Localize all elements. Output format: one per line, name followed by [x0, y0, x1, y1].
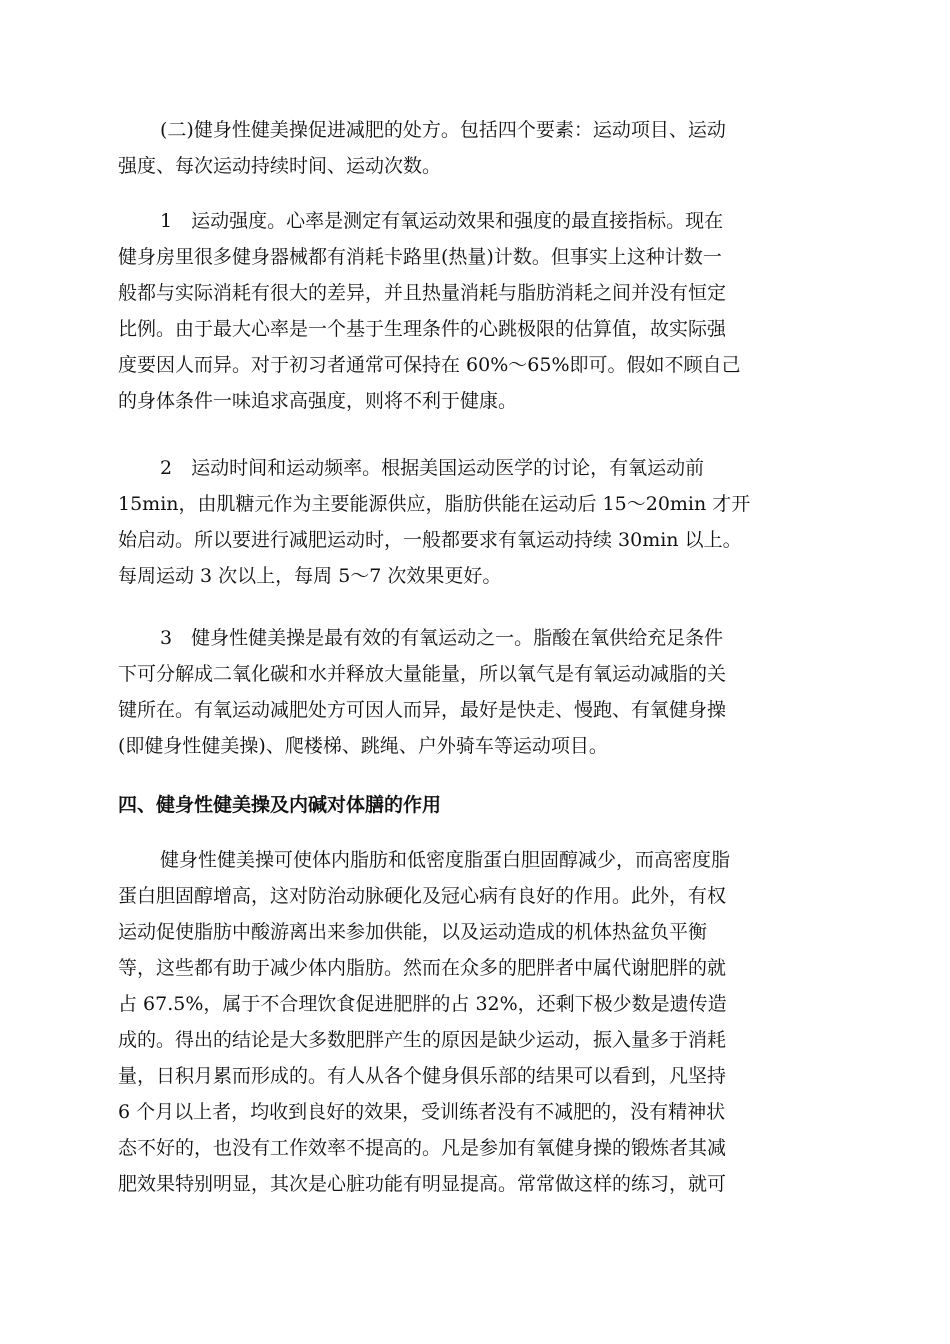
- paragraph-exercise-intensity: [118, 203, 838, 419]
- text-line: 肥效果特别明显，其次是心脏功能有明显提高。常常做这样的练习，就可: [118, 1173, 727, 1195]
- paragraph-section-body: [118, 842, 838, 1202]
- paragraph-prescription: [118, 112, 838, 184]
- section-heading: [118, 787, 838, 823]
- text-line: 度要因人而异。对于初习者通常可保持在 60%～65%即可。假如不顾自己: [118, 354, 741, 376]
- text-line: 运动促使脂肪中酸游离出来参加供能，以及运动造成的机体热盆负平衡: [118, 921, 708, 943]
- paragraph-exercise-time: [118, 450, 838, 594]
- text-line: 6 个月以上者，均收到良好的效果，受训练者没有不减肥的，没有精神状: [118, 1101, 726, 1123]
- text-line: 下可分解成二氧化碳和水并释放大量能量，所以氧气是有氧运动减脂的关: [118, 663, 727, 685]
- text-line: 15min，由肌糖元作为主要能源供应，脂肪供能在运动后 15～20min 才开: [118, 493, 751, 515]
- text-line: (即健身性健美操)、爬楼梯、跳绳、户外骑车等运动项目。: [118, 735, 608, 757]
- text-line: 健身性健美操可使体内脂肪和低密度脂蛋白胆固醇减少，而高密度脂: [160, 849, 731, 871]
- text-line: (二)健身性健美操促进减肥的处方。包括四个要素：运动项目、运动: [160, 119, 726, 141]
- text-line: 键所在。有氧运动减肥处方可因人而异，最好是快走、慢跑、有氧健身操: [118, 699, 727, 721]
- text-line: 态不好的，也没有工作效率不提高的。凡是参加有氧健身操的锻炼者其减: [118, 1137, 727, 1159]
- text-line: 始启动。所以要进行减肥运动时，一般都要求有氧运动持续 30min 以上。: [118, 529, 742, 551]
- text-line: 量，日积月累而形成的。有人从各个健身俱乐部的结果可以看到，凡坚持: [118, 1065, 727, 1087]
- text-line: 健身房里很多健身器械都有消耗卡路里(热量)计数。但事实上这种计数一: [118, 246, 722, 268]
- text-line: 1 运动强度。心率是测定有氧运动效果和强度的最直接指标。现在: [160, 210, 724, 232]
- section-heading-text: 四、健身性健美操及内碱对体膳的作用: [118, 794, 442, 816]
- text-line: 3 健身性健美操是最有效的有氧运动之一。脂酸在氧供给充足条件: [160, 627, 724, 649]
- text-line: 蛋白胆固醇增高，这对防治动脉硬化及冠心病有良好的作用。此外，有权: [118, 885, 727, 907]
- text-line: 般都与实际消耗有很大的差异，并且热量消耗与脂肪消耗之间并没有恒定: [118, 282, 727, 304]
- text-line: 比例。由于最大心率是一个基于生理条件的心跳极限的估算值，故实际强: [118, 318, 727, 340]
- text-line: 等，这些都有助于减少体内脂肪。然而在众多的肥胖者中属代谢肥胖的就: [118, 957, 727, 979]
- paragraph-aerobics-effective: [118, 620, 838, 764]
- text-line: 成的。得出的结论是大多数肥胖产生的原因是缺少运动，振入量多于消耗: [118, 1029, 727, 1051]
- text-line: 强度、每次运动持续时间、运动次数。: [118, 155, 442, 177]
- text-line: 2 运动时间和运动频率。根据美国运动医学的讨论，有氧运动前: [160, 457, 705, 479]
- text-line: 的身体条件一味追求高强度，则将不利于健康。: [118, 390, 518, 412]
- text-line: 每周运动 3 次以上，每周 5～7 次效果更好。: [118, 565, 502, 587]
- text-line: 占 67.5%，属于不合理饮食促进肥胖的占 32%，还剩下极少数是遗传造: [118, 993, 727, 1015]
